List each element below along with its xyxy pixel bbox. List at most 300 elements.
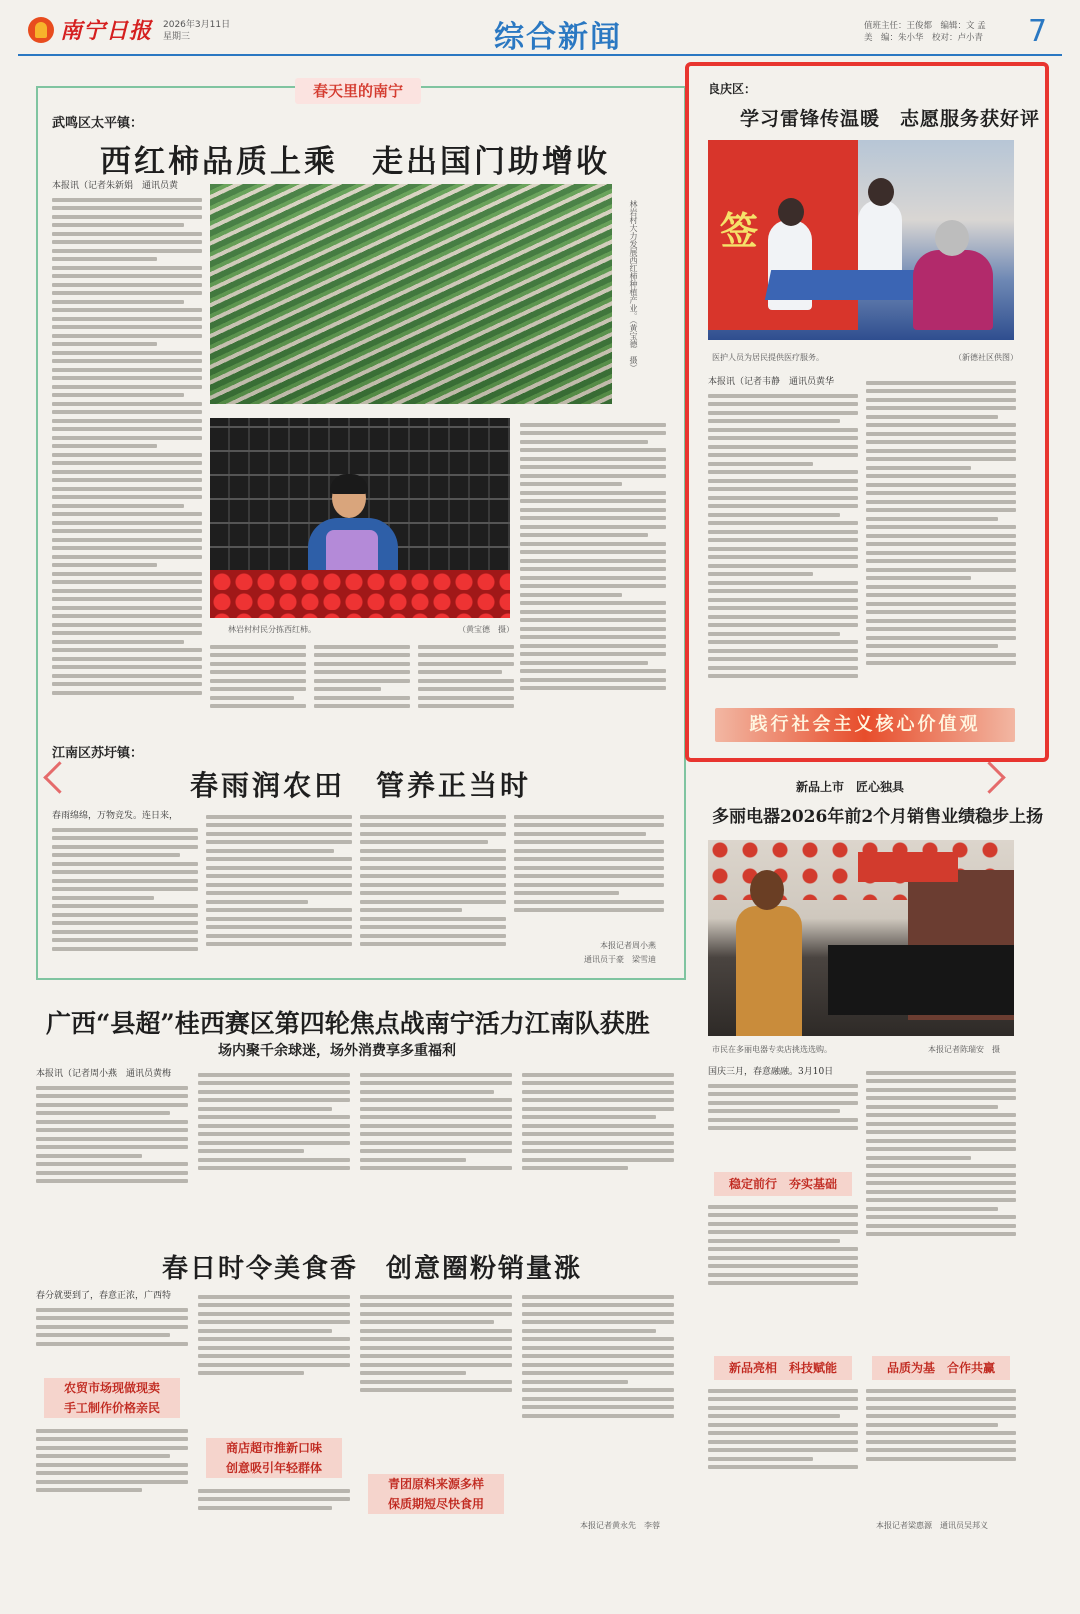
story-kicker: 新品上市 匠心独具 xyxy=(796,780,905,794)
article-column xyxy=(522,1290,674,1512)
text-line xyxy=(520,457,666,461)
text-line xyxy=(314,696,410,700)
logo-text: 南宁日报 xyxy=(60,18,153,44)
text-line xyxy=(522,1329,656,1333)
text-line xyxy=(520,593,622,597)
text-line xyxy=(210,687,306,691)
text-line xyxy=(206,900,308,904)
text-line xyxy=(708,649,858,653)
story-headline[interactable]: 学习雷锋传温暖 志愿服务获好评 xyxy=(740,108,1041,130)
subhead-line: 青团原料来源多样 xyxy=(387,1477,484,1491)
text-line xyxy=(866,423,1016,427)
text-line xyxy=(522,1115,656,1119)
text-line xyxy=(314,679,410,683)
text-line xyxy=(708,1414,840,1418)
text-line xyxy=(198,1107,332,1111)
text-line xyxy=(206,908,352,912)
text-line xyxy=(52,631,202,635)
text-line xyxy=(866,466,971,470)
text-line xyxy=(198,1098,350,1102)
text-line xyxy=(708,1389,858,1393)
text-line xyxy=(52,317,202,321)
text-line xyxy=(866,1156,971,1160)
text-line xyxy=(360,1098,512,1102)
text-line xyxy=(198,1303,350,1307)
text-line xyxy=(206,866,352,870)
next-page-arrow-icon[interactable] xyxy=(973,761,1006,794)
text-line xyxy=(708,445,858,449)
text-line xyxy=(522,1149,674,1153)
text-line xyxy=(360,1388,512,1392)
text-line xyxy=(36,1471,188,1475)
text-line xyxy=(522,1320,674,1324)
text-line xyxy=(198,1354,350,1358)
text-line xyxy=(52,938,198,942)
text-line xyxy=(52,529,202,533)
text-line xyxy=(198,1320,350,1324)
text-line xyxy=(36,1316,188,1320)
text-line xyxy=(708,555,858,559)
text-line xyxy=(522,1312,674,1316)
story-headline[interactable]: 春日时令美食香 创意圈粉销量涨 xyxy=(162,1254,583,1284)
text-line xyxy=(206,857,352,861)
text-line xyxy=(52,521,202,525)
text-line xyxy=(418,696,514,700)
tomato-field-photo[interactable] xyxy=(210,184,612,404)
text-line xyxy=(360,866,506,870)
text-line xyxy=(360,1081,512,1085)
text-line xyxy=(520,465,666,469)
story-headline[interactable]: 春雨润农田 管养正当时 xyxy=(190,769,532,802)
text-line xyxy=(866,1105,998,1109)
text-line xyxy=(360,1295,512,1299)
text-line xyxy=(52,351,202,355)
text-line xyxy=(866,474,1016,478)
text-line xyxy=(206,840,352,844)
story-headline[interactable]: 西红柿品质上乘 走出国门助增收 xyxy=(100,144,610,180)
text-line xyxy=(198,1166,350,1170)
text-line xyxy=(206,874,352,878)
text-line xyxy=(866,381,1016,385)
text-line xyxy=(708,538,858,542)
text-line xyxy=(522,1405,674,1409)
photo-caption: 医护人员为居民提供医疗服务。 xyxy=(712,353,824,362)
text-line xyxy=(866,1088,1016,1092)
text-line xyxy=(708,521,858,525)
text-line xyxy=(708,657,858,661)
text-line xyxy=(210,679,306,683)
text-line xyxy=(52,913,198,917)
text-line xyxy=(210,696,294,700)
store-sign xyxy=(858,852,958,882)
text-line xyxy=(198,1141,350,1145)
text-line xyxy=(708,1126,858,1130)
text-line xyxy=(866,568,1016,572)
text-line xyxy=(708,598,858,602)
text-line xyxy=(360,1141,512,1145)
text-line xyxy=(520,550,666,554)
text-line xyxy=(522,1380,628,1384)
text-line xyxy=(522,1303,674,1307)
text-line xyxy=(360,1090,494,1094)
text-line xyxy=(360,840,488,844)
text-line xyxy=(520,644,666,648)
text-line xyxy=(708,462,813,466)
text-line xyxy=(360,1354,512,1358)
photo-credit: （黄宝德 摄） xyxy=(458,625,514,634)
article-byline: 通讯员于豪 梁雪迪 xyxy=(584,955,656,964)
subhead-line: 保质期短尽快食用 xyxy=(387,1497,484,1511)
text-line xyxy=(522,1081,674,1085)
text-line xyxy=(36,1454,170,1458)
text-line xyxy=(866,500,1016,504)
text-line xyxy=(360,1107,512,1111)
article-byline: 本报记者黄永先 李蓉 xyxy=(580,1521,660,1530)
subhead-line: 农贸市场现做现卖 xyxy=(63,1381,160,1395)
text-line xyxy=(418,670,502,674)
text-line xyxy=(514,832,646,836)
text-line xyxy=(866,551,1016,555)
red-banner: 签 xyxy=(708,140,858,330)
text-line xyxy=(522,1158,674,1162)
text-line xyxy=(52,249,202,253)
text-line xyxy=(314,687,381,691)
patient-figure xyxy=(913,210,993,330)
text-line xyxy=(206,883,352,887)
editors-credit xyxy=(864,20,1024,44)
volunteer-clinic-photo[interactable] xyxy=(708,140,1014,340)
text-line xyxy=(866,1130,1016,1134)
text-line xyxy=(520,567,666,571)
text-line xyxy=(514,883,664,887)
text-line xyxy=(708,572,813,576)
story-headline[interactable]: 广西“县超”桂西赛区第四轮焦点战南宁活力江南队获胜 xyxy=(46,1009,650,1038)
text-line xyxy=(314,653,410,657)
text-line xyxy=(522,1132,674,1136)
issue-weekday: 星期三 xyxy=(163,32,191,42)
text-line xyxy=(52,896,154,900)
article-subhead: 品质为基 合作共赢 xyxy=(872,1356,1010,1380)
text-line xyxy=(52,385,202,389)
text-line xyxy=(520,482,622,486)
text-line xyxy=(360,891,506,895)
article-lead: 本报讯（记者朱新娟 通讯员黄 xyxy=(52,181,179,191)
story-headline[interactable]: 多丽电器2026年前2个月销售业绩稳步上扬 xyxy=(712,807,1044,827)
text-line xyxy=(520,440,648,444)
text-line xyxy=(708,1423,858,1427)
article-column xyxy=(36,1290,188,1370)
text-line xyxy=(520,533,648,537)
text-line xyxy=(52,930,198,934)
appliance-store-photo[interactable] xyxy=(708,840,1014,1036)
text-line xyxy=(52,836,198,840)
core-values-banner: 践行社会主义核心价值观 xyxy=(715,708,1015,742)
text-line xyxy=(52,283,202,287)
text-line xyxy=(708,547,858,551)
text-line xyxy=(36,1308,188,1312)
text-line xyxy=(866,1224,1016,1228)
article-column xyxy=(520,418,666,718)
newspaper-logo[interactable] xyxy=(28,14,152,45)
article-byline: 本报记者梁惠源 通讯员吴邦义 xyxy=(876,1521,988,1530)
text-line xyxy=(52,504,184,508)
text-line xyxy=(198,1081,350,1085)
text-line xyxy=(210,662,306,666)
text-line xyxy=(198,1132,350,1136)
text-line xyxy=(522,1371,674,1375)
text-line xyxy=(866,517,998,521)
subhead-line: 商店超市推新口味 xyxy=(225,1441,322,1455)
text-line xyxy=(866,653,1016,657)
text-line xyxy=(210,653,306,657)
text-line xyxy=(36,1480,188,1484)
text-line xyxy=(52,453,202,457)
text-line xyxy=(522,1090,674,1094)
text-line xyxy=(708,487,858,491)
text-line xyxy=(708,470,858,474)
text-line xyxy=(206,925,352,929)
text-line xyxy=(522,1388,674,1392)
text-line xyxy=(514,891,619,895)
text-line xyxy=(206,815,352,819)
text-line xyxy=(52,240,202,244)
text-line xyxy=(52,427,202,431)
text-line xyxy=(52,904,198,908)
text-line xyxy=(360,1346,512,1350)
text-line xyxy=(198,1295,350,1299)
text-line xyxy=(708,530,858,534)
text-line xyxy=(708,1281,858,1285)
text-line xyxy=(52,828,198,832)
article-subhead xyxy=(44,1378,180,1418)
tomato-crate xyxy=(210,570,510,618)
text-line xyxy=(52,640,184,644)
article-column xyxy=(198,1484,350,1534)
text-line xyxy=(708,1247,858,1251)
text-line xyxy=(520,661,648,665)
text-line xyxy=(52,495,202,499)
text-line xyxy=(866,1389,1016,1393)
text-line xyxy=(360,1115,512,1119)
text-line xyxy=(52,682,202,686)
text-line xyxy=(52,368,202,372)
article-subhead: 新品亮相 科技赋能 xyxy=(714,1356,852,1380)
text-line xyxy=(36,1162,188,1166)
text-line xyxy=(52,436,202,440)
text-line xyxy=(708,674,858,678)
text-line xyxy=(418,653,514,657)
text-line xyxy=(36,1342,188,1346)
text-line xyxy=(522,1098,674,1102)
text-line xyxy=(866,1406,1016,1410)
text-line xyxy=(708,623,858,627)
text-line xyxy=(866,1198,1016,1202)
text-line xyxy=(522,1073,674,1077)
text-line xyxy=(36,1086,188,1090)
text-line xyxy=(360,1149,512,1153)
page-number: 7 xyxy=(1028,14,1048,49)
text-line xyxy=(866,1113,1016,1117)
text-line xyxy=(866,602,1016,606)
text-line xyxy=(360,942,506,946)
text-line xyxy=(52,342,157,346)
article-column xyxy=(314,640,410,716)
shopper-figure xyxy=(736,870,806,1036)
text-line xyxy=(360,832,506,836)
text-line xyxy=(52,334,202,338)
text-line xyxy=(514,815,664,819)
text-line xyxy=(708,1239,840,1243)
story-subheadline: 场内聚千余球迷，场外消费享多重福利 xyxy=(218,1043,456,1059)
text-line xyxy=(866,415,998,419)
article-column xyxy=(708,1066,858,1166)
text-line xyxy=(52,419,202,423)
text-line xyxy=(708,1084,858,1088)
story-kicker: 武鸣区太平镇： xyxy=(52,116,144,131)
text-line xyxy=(360,1337,512,1341)
text-line xyxy=(360,1132,512,1136)
display-counter xyxy=(828,945,1014,1015)
text-line xyxy=(52,572,202,576)
photo-caption: 林岩村大力发展西红柿种植产业。（黄宝德 摄） xyxy=(629,200,638,372)
text-line xyxy=(52,648,202,652)
text-line xyxy=(866,619,1016,623)
text-line xyxy=(866,1122,1016,1126)
logo-mark-icon xyxy=(28,17,54,43)
text-line xyxy=(52,359,202,363)
text-line xyxy=(708,666,858,670)
text-line xyxy=(314,645,410,649)
text-line xyxy=(52,198,202,202)
text-line xyxy=(36,1333,170,1337)
photo-credit: （新德社区供图） xyxy=(954,353,1018,362)
story-kicker: 江南区苏圩镇： xyxy=(52,746,144,761)
article-column xyxy=(866,1066,1016,1346)
text-line xyxy=(520,618,666,622)
text-line xyxy=(360,934,506,938)
text-line xyxy=(866,491,1016,495)
text-line xyxy=(866,440,1016,444)
text-line xyxy=(520,491,666,495)
text-line xyxy=(52,487,202,491)
text-line xyxy=(520,686,666,690)
article-column xyxy=(36,1424,188,1534)
text-line xyxy=(360,917,506,921)
photo-caption: 市民在多丽电器专卖店挑选选购。 xyxy=(712,1045,832,1054)
text-line xyxy=(708,1273,858,1277)
text-line xyxy=(708,513,840,517)
text-line xyxy=(520,423,666,427)
text-line xyxy=(520,448,666,452)
text-line xyxy=(198,1124,350,1128)
article-subhead xyxy=(206,1438,342,1478)
text-line xyxy=(866,508,1016,512)
article-subhead: 稳定前行 夯实基础 xyxy=(714,1172,852,1196)
text-line xyxy=(708,453,858,457)
article-column xyxy=(52,810,198,970)
text-line xyxy=(360,925,506,929)
text-line xyxy=(360,900,506,904)
text-line xyxy=(520,559,666,563)
text-line xyxy=(52,410,202,414)
text-line xyxy=(206,934,352,938)
text-line xyxy=(514,849,664,853)
text-line xyxy=(36,1137,188,1141)
text-line xyxy=(360,823,506,827)
text-line xyxy=(866,1079,1016,1083)
text-line xyxy=(708,402,858,406)
text-line xyxy=(52,614,202,618)
text-line xyxy=(708,411,858,415)
text-line xyxy=(360,1124,512,1128)
text-line xyxy=(708,1230,858,1234)
text-line xyxy=(36,1325,188,1329)
text-line xyxy=(866,1096,1016,1100)
text-line xyxy=(708,394,858,398)
text-line xyxy=(866,398,1016,402)
text-line xyxy=(360,1073,512,1077)
text-line xyxy=(198,1115,350,1119)
text-line xyxy=(52,563,157,567)
text-line xyxy=(522,1295,674,1299)
text-line xyxy=(708,1448,858,1452)
text-line xyxy=(520,601,666,605)
text-line xyxy=(866,1414,1016,1418)
text-line xyxy=(36,1437,188,1441)
text-line xyxy=(708,564,858,568)
text-line xyxy=(210,670,306,674)
text-line xyxy=(520,525,666,529)
text-line xyxy=(198,1337,350,1341)
text-line xyxy=(52,308,202,312)
text-line xyxy=(708,1101,858,1105)
subhead-line: 手工制作价格亲民 xyxy=(63,1401,160,1415)
text-line xyxy=(198,1312,350,1316)
article-column xyxy=(522,1068,674,1228)
issue-date xyxy=(163,19,230,43)
text-line xyxy=(52,376,202,380)
text-line xyxy=(866,406,1016,410)
text-line xyxy=(522,1414,674,1418)
text-line xyxy=(52,691,202,695)
text-line xyxy=(520,516,666,520)
text-line xyxy=(198,1346,350,1350)
text-line xyxy=(520,576,666,580)
text-line xyxy=(314,662,410,666)
text-line xyxy=(708,436,858,440)
sorting-tomatoes-photo[interactable] xyxy=(210,418,510,618)
article-column xyxy=(52,180,202,720)
text-line xyxy=(198,1497,350,1501)
text-line xyxy=(866,389,1016,393)
text-line xyxy=(708,1406,858,1410)
text-line xyxy=(36,1145,188,1149)
text-line xyxy=(708,479,858,483)
text-line xyxy=(866,1448,1016,1452)
text-line xyxy=(708,1118,858,1122)
text-line xyxy=(520,627,666,631)
text-line xyxy=(52,555,202,559)
text-line xyxy=(522,1363,674,1367)
text-line xyxy=(52,274,202,278)
article-column xyxy=(360,1068,512,1228)
photo-caption: 林岩村村民分拣西红柿。 xyxy=(228,625,316,634)
text-line xyxy=(360,1312,512,1316)
article-column xyxy=(708,376,858,706)
text-line xyxy=(36,1171,188,1175)
text-line xyxy=(52,223,184,227)
text-line xyxy=(360,883,506,887)
